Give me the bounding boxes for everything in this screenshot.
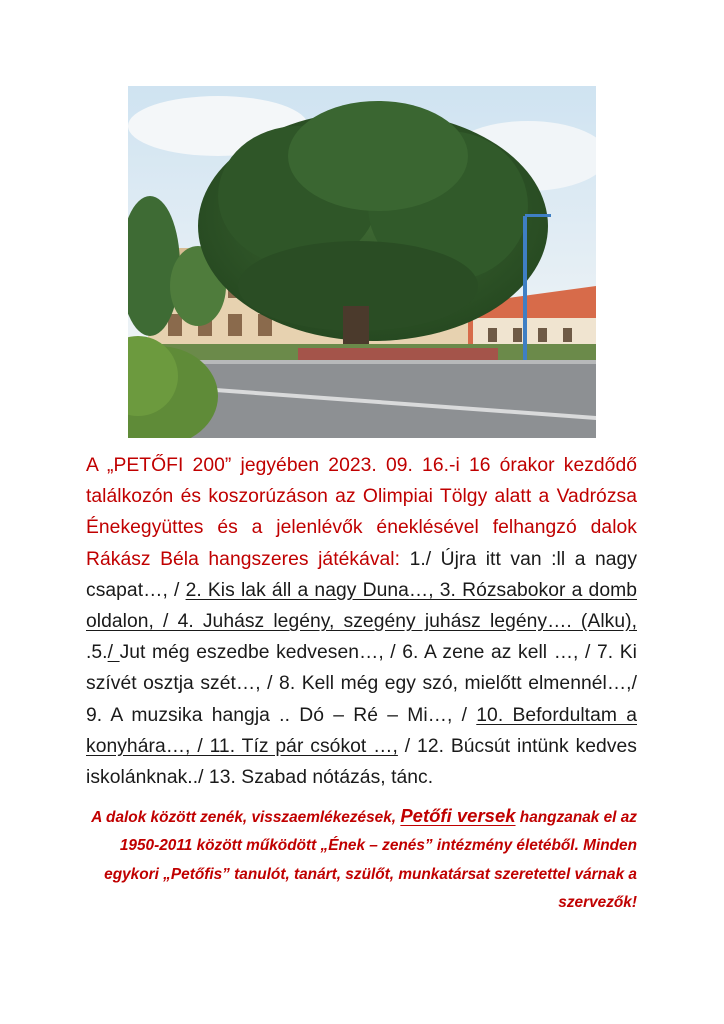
footer-part-3: hangzanak el az 1950-2011 között működött „Ének – zenés” intézmény életéből. Minden egykori „Petőfis” tanulót, tanárt, szülőt, munkatársat szeretettel várnak a szervezők! (104, 809, 637, 911)
invitation-text (80, 802, 637, 917)
program-text (86, 450, 637, 793)
songs-2-4: 2. Kis lak áll a nagy Duna…, 3. Rózsabokor a domb oldalon, / 4. Juhász legény, szegény juhász legény…. (Alku), (86, 579, 637, 633)
song-5-slash: / (107, 642, 120, 664)
intro-red: A „PETŐFI 200” jegyében 2023. 09. 16.-i 16 órakor kezdődő találkozón és koszorúzáson az Olimpiai Tölgy alatt a Vadrózsa Énekegyüttes és a jelenlévők éneklésével felhangzó dalok Rákász Béla hangszeres játékával: (86, 455, 637, 570)
footer-part-1: A dalok között zenék, visszaemlékezések, (91, 809, 401, 826)
song-1: 1./ Újra itt van :ll a nagy csapat…, / (86, 548, 638, 601)
song-5-number: .5. (86, 642, 108, 664)
songs-10-11: 10. Befordultam a konyhára…, / 11. Tíz pár csókot …, (86, 704, 637, 757)
songs-5-9: Jut még eszedbe kedvesen…, / 6. A zene az kell …, / 7. Ki szívét osztja szét…, / 8. Kell még egy szó, mielőtt elmennél…,/ 9. A muzsika hangja .. Dó – Ré – Mi…, / (86, 642, 637, 726)
petofi-versek: Petőfi versek (400, 805, 516, 826)
songs-12-13: / 12. Búcsút intünk kedves iskolánknak../ 13. Szabad nótázás, tánc. (86, 735, 637, 789)
oak-tree-photo (128, 86, 596, 438)
